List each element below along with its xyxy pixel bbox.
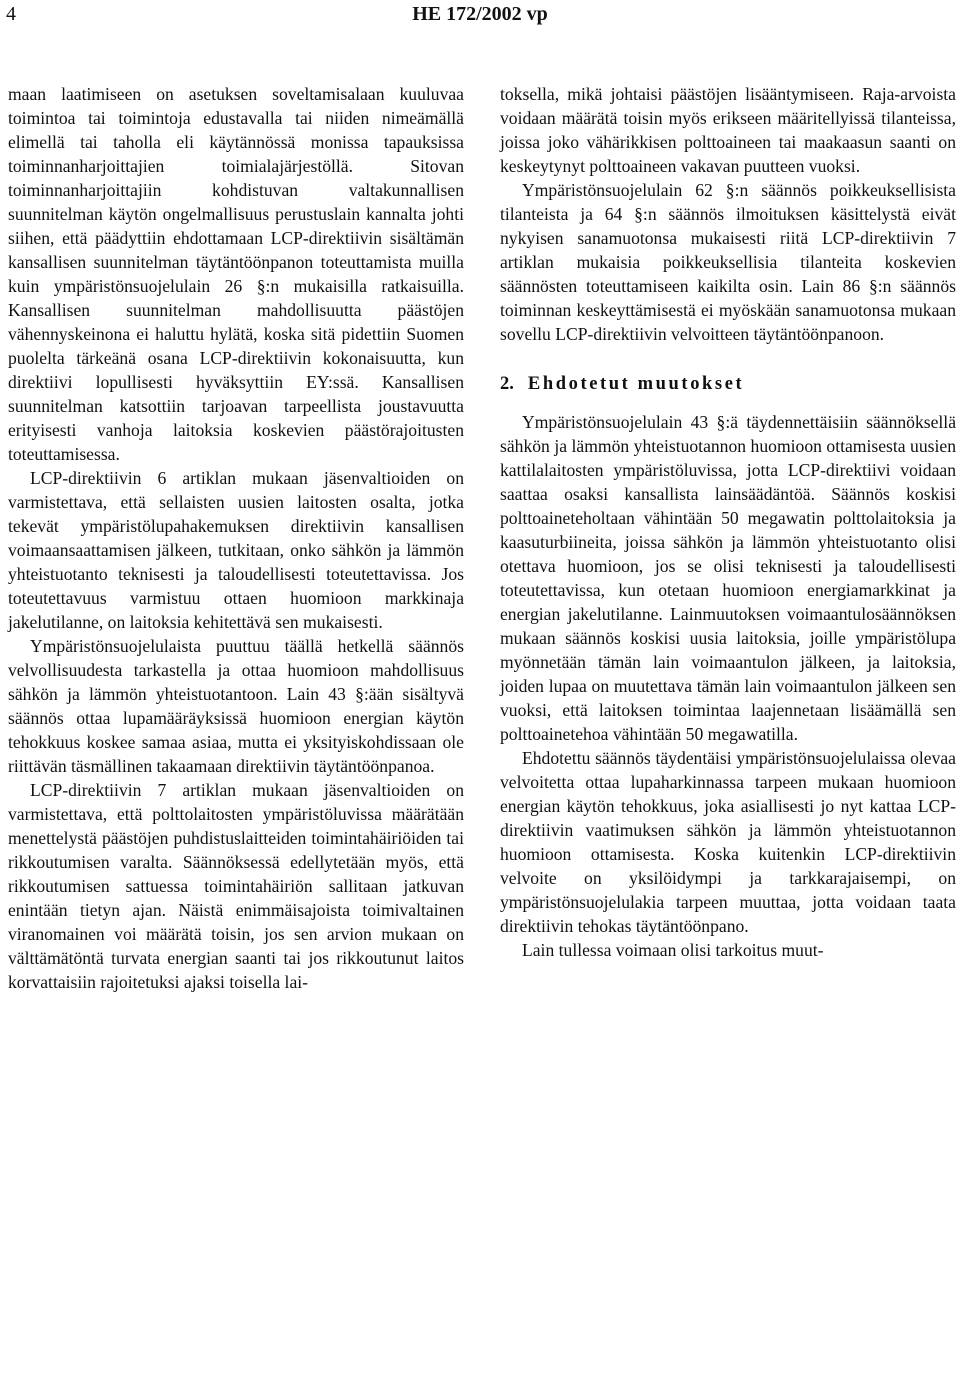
section-heading: [500, 372, 956, 396]
paragraph: toksella, mikä johtaisi päästöjen lisääntymiseen. Raja-arvoista voidaan määrätä toisin myös erikseen määritellyissä tilanteissa, joissa joko vähärikkisen polttoaineen tai maakaasun saanti on keskeytynyt polttoaineen vakavan puutteen vuoksi.: [500, 84, 956, 176]
paragraph: Ympäristönsuojelulain 43 §:ä täydennettäisiin säännöksellä sähkön ja lämmön yhteistuotannon huomioon ottamisesta uusien kattilalaitosten ympäristöluvissa, jotta LCP-direktiivi voidaan saattaa osaksi kansallista lainsäädäntöä. Säännös koskisi polttoaineteholtaan vähintään 50 megawatin polttolaitoksia ja kaasuturbiineita, joissa sähkön ja lämmön yhteistuotanto olisi otettava huomioon, jos se olisi teknisesti ja taloudellisesti toteutettavissa, kun otetaan huomioon energiamarkkinat ja energian jakelutilanne. Lainmuutoksen voimaantulosäännöksen mukaan säännös koskisi uusia laitoksia, joille ympäristölupa myönnetään tämän lain voimaantulon jälkeen, ja laitoksia, joiden lupaa on muutettava tämän lain voimaantulon jälkeen sen vuoksi, että laitoksen toimintaa laajennetaan lisäämällä sen polttoainetehoa vähintään 50 megawatilla.: [500, 412, 956, 744]
paragraph: LCP-direktiivin 6 artiklan mukaan jäsenvaltioiden on varmistettava, että sellaisten uusien laitosten osalta, jotka tekevät ympäristölupahakemuksen direktiivin kansallisen voimaansaattamisen jälkeen, tutkitaan, onko sähkön ja lämmön yhteistuotanto teknisesti ja taloudellisesti toteutettavissa. Jos toteutettavuus varmistuu ottaen huomioon markkinaja jakelutilanne, on laitoksia kehitettävä sen mukaisesti.: [8, 468, 464, 632]
paragraph: maan laatimiseen on asetuksen soveltamisalaan kuuluvaa toimintoa tai toimintoja edustavalla tai niiden nimeämällä elimellä tai taholla eli käytännössä monissa tapauksissa toiminnanharjoittajien toimialajärjestöllä. Sitovan toiminnanharjoittajiin kohdistuvan valtakunnallisen suunnitelman käytön ongelmallisuus perustuslain kannalta johti siihen, että päädyttiin ehdottamaan LCP-direktiivin sisältämän kansallisen suunnitelman täytäntöönpanon toteuttamista muilla kuin ympäristönsuojelulain 26 §:n mukaisilla ratkaisuilla. Kansallisen suunnitelman mahdollisuutta päästöjen vähennyskeinona ei haluttu hylätä, koska sitä pidettiin Suomen puolelta tärkeänä osana LCP-direktiivin kokonaisuutta, kun direktiivi lopullisesti hyväksyttiin EY:ssä. Kansallisen suunnitelman katsottiin tarjoavan tarpeellista joustavuutta erityisesti vanhoja laitoksia koskevien päästörajoitusten toteuttamisessa.: [8, 84, 464, 464]
paragraph: Lain tullessa voimaan olisi tarkoitus muut-: [522, 940, 824, 960]
paragraph: Ympäristönsuojelulain 62 §:n säännös poikkeuksellisista tilanteista ja 64 §:n säännös ilmoituksen käsittelystä eivät nykyisen sanamuotonsa mukaisesti riitä LCP-direktiivin 7 artiklan mukaisia poikkeuksellisia tilanteita koskevien säännösten toteuttamiseen kaikilta osin. Lain 86 §:n säännös toiminnan keskeyttämisestä ei myöskään sanamuotonsa mukaan sovellu LCP-direktiivin velvoitteen täytäntöönpanoon.: [500, 180, 956, 344]
paragraph: LCP-direktiivin 7 artiklan mukaan jäsenvaltioiden on varmistettava, että polttolaitosten ympäristöluvissa määrätään menettelystä päästöjen puhdistuslaitteiden toimintahäiriöiden tai rikkoutumisen varalta. Säännöksessä edellytetään myös, että rikkoutumisen sattuessa toimintahäiriön sallitaan jatkuvan enintään tietyn ajan. Näistä enimmäisajoista toimivaltainen viranomainen voi määrätä toisin, jos sen arvion mukaan on välttämätöntä turvata energian saanti tai jos rikkoutunut laitos korvattaisiin rajoitetuksi ajaksi toisella lai-: [8, 780, 464, 992]
paragraph: Ympäristönsuojelulaista puuttuu täällä hetkellä säännös velvollisuudesta tarkastella ja ottaa huomioon mahdollisuus sähkön ja lämmön yhteistuotantoon. Lain 43 §:ään sisältyvä säännös ottaa lupamääräyksissä huomioon energian käytön tehokkuus koskee samaa asiaa, mutta ei yksityiskohdissaan ole riittävän täsmällinen takaamaan direktiivin täytäntöönpanoa.: [8, 636, 464, 776]
right-column: [500, 82, 956, 962]
section-number: 2.: [500, 374, 514, 394]
section-title: Ehdotetut muutokset: [527, 374, 745, 394]
page-header: [0, 0, 960, 30]
page-number: 4: [6, 3, 16, 25]
document-id: HE 172/2002 vp: [412, 3, 548, 25]
paragraph: Ehdotettu säännös täydentäisi ympäristönsuojelulaissa olevaa velvoitetta ottaa lupaharkinnassa tarpeen mukaan huomioon energian käytön tehokkuus, joka asiallisesti jo nyt kattaa LCP-direktiivin vaatimuksen sähkön ja lämmön yhteistuotannon huomioon ottamisesta. Koska kuitenkin LCP-direktiivin velvoite on yksilöidympi ja tarkkarajaisempi, on ympäristönsuojelulakia tarpeen muuttaa, jotta voidaan taata direktiivin tehokas täytäntöönpano.: [500, 748, 956, 936]
left-column: [8, 82, 464, 994]
